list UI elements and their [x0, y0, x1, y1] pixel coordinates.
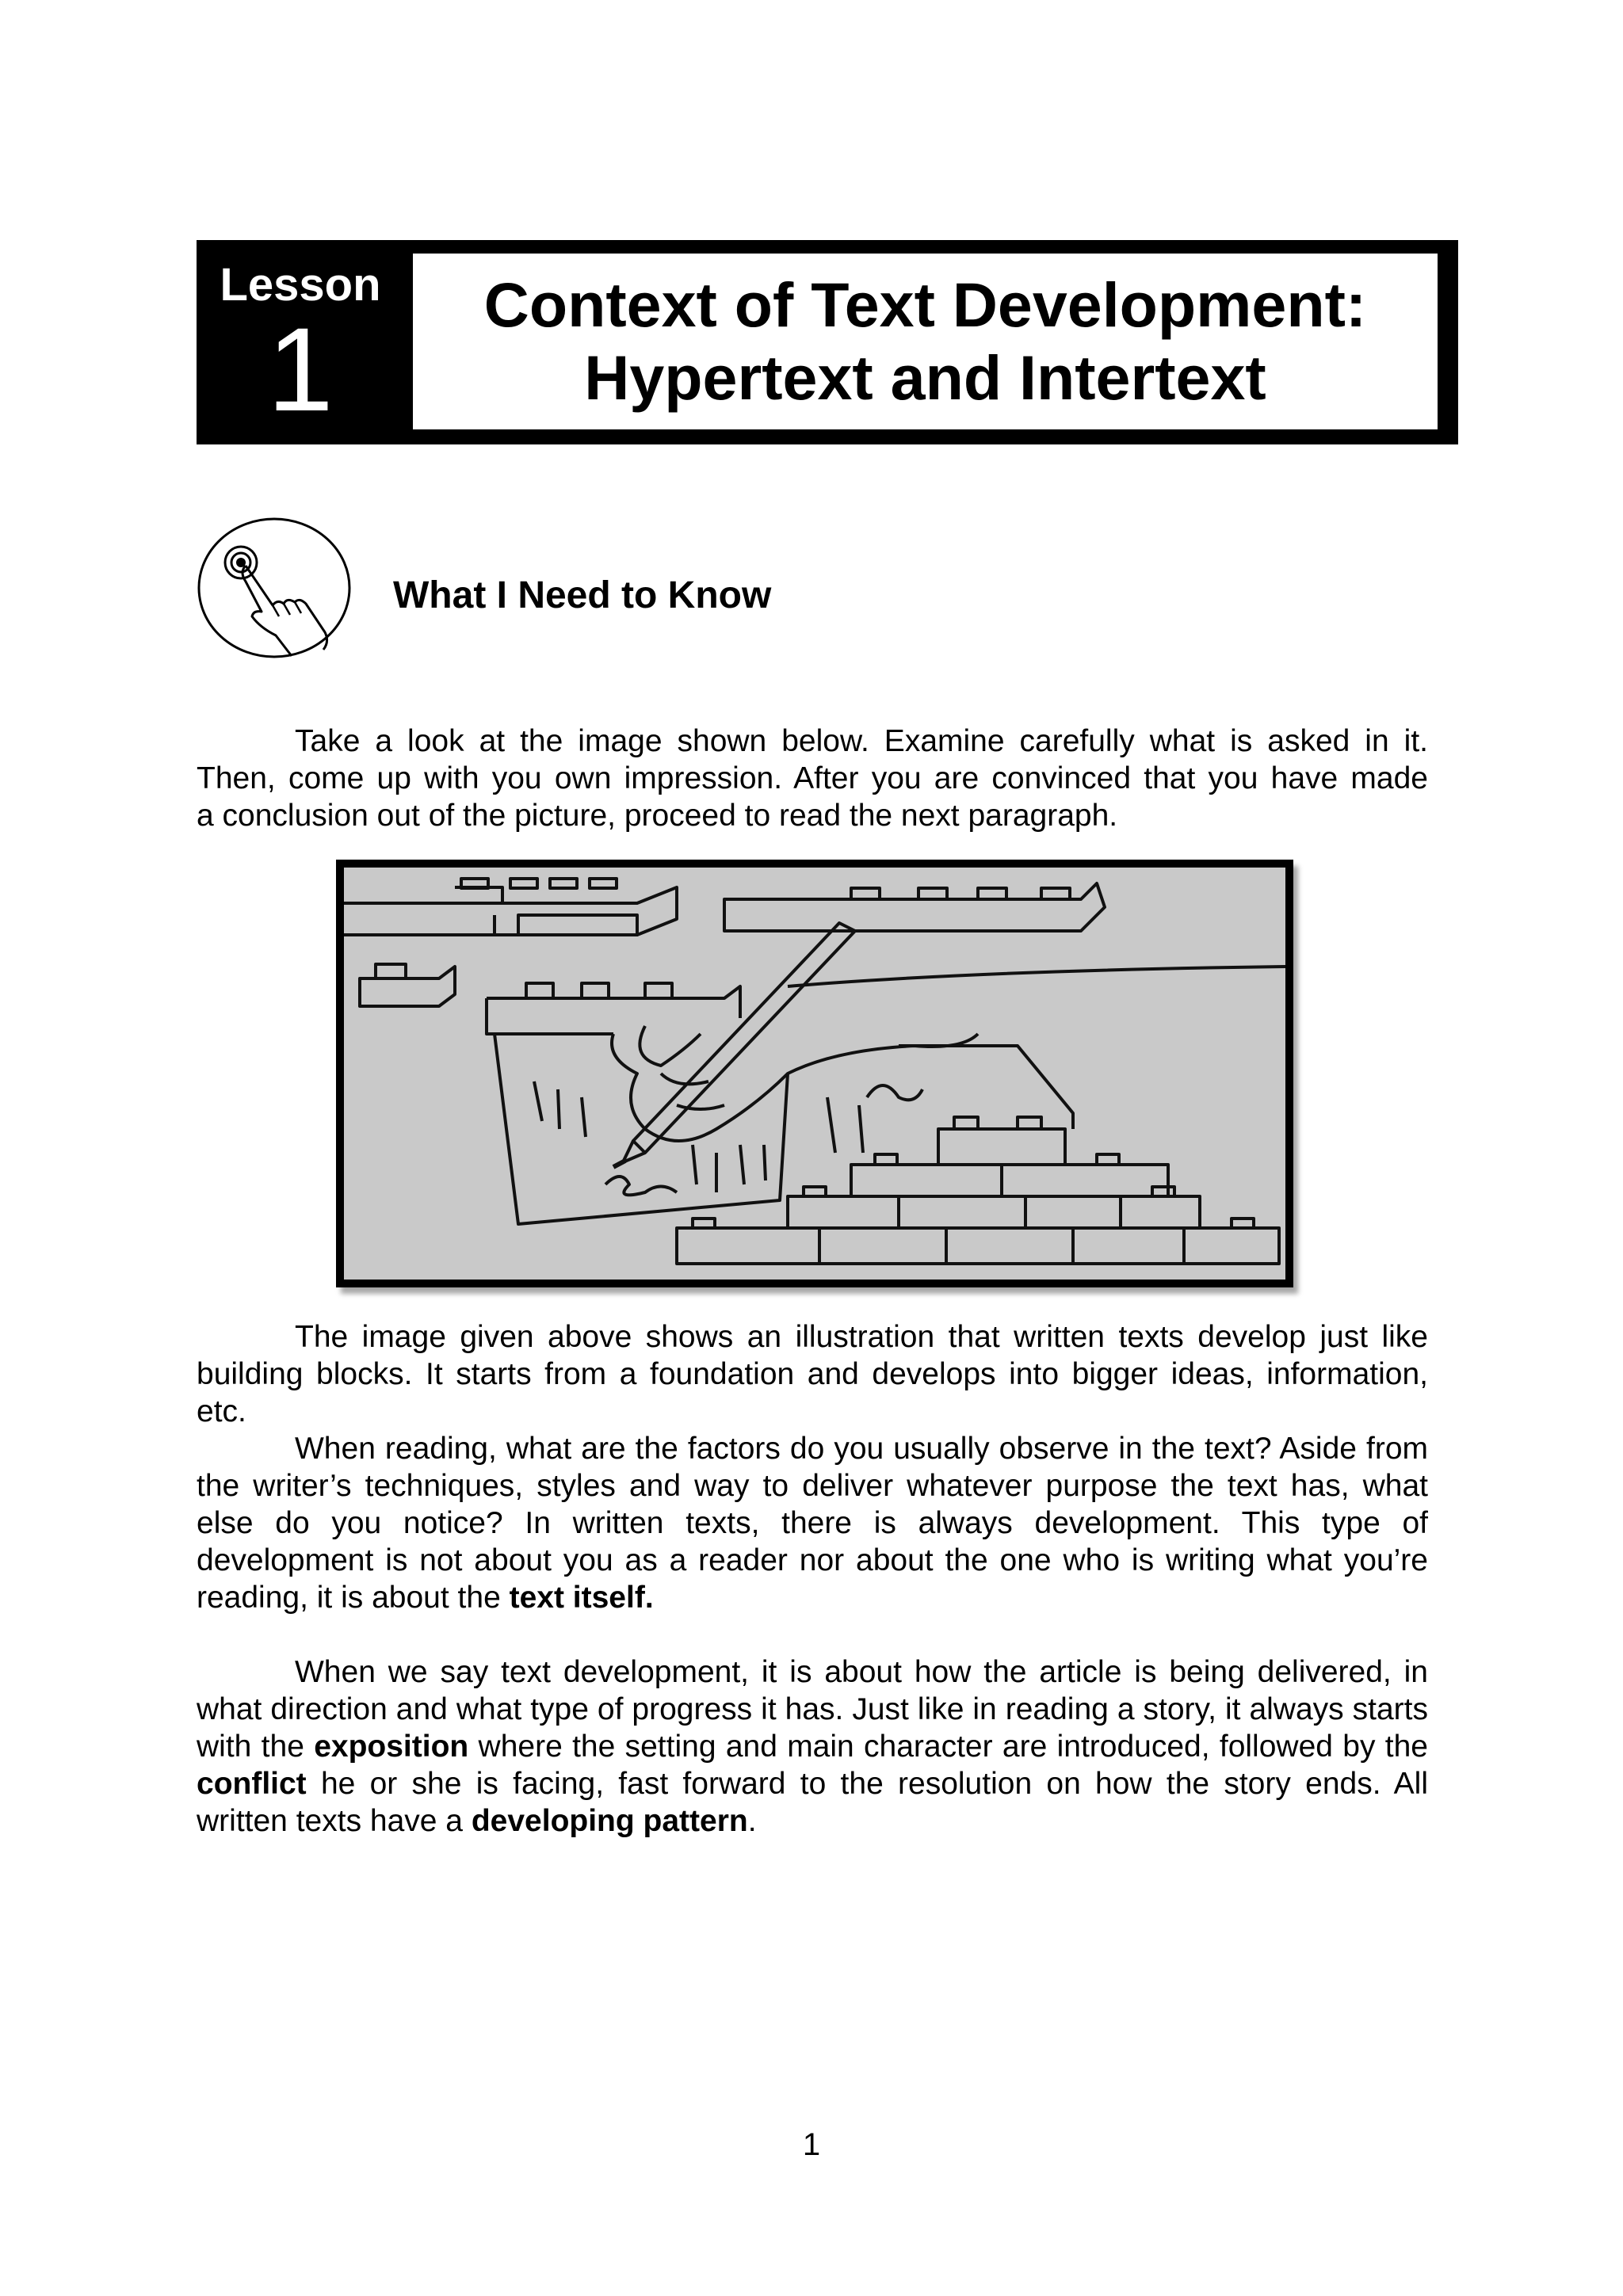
lesson-title-box [413, 254, 1438, 429]
page-number: 1 [802, 2127, 821, 2162]
building-blocks-illustration [336, 860, 1293, 1287]
paragraph-3-bold-exposition: exposition [314, 1730, 469, 1764]
hand-pointer-icon [197, 517, 352, 659]
hand-drawing-building-blocks-illustration [344, 868, 1285, 1280]
lesson-number: 1 [267, 303, 334, 436]
paragraph-3-text-d: . [747, 1804, 757, 1838]
paragraph-1 [197, 1318, 1428, 1430]
intro-line-1-text: Take a look at the image shown below. Examine carefully what is asked in it. [295, 724, 1428, 758]
lesson-title-line1: Context of Text Development: [483, 269, 1367, 340]
paragraph-3 [197, 1653, 1428, 1840]
lesson-header [197, 240, 1458, 444]
paragraph-2-bold: text itself. [509, 1581, 654, 1615]
paragraph-3-text-b: where the setting and main character are introduced, followed by the [478, 1730, 1428, 1764]
lesson-title-line2: Hypertext and Intertext [584, 342, 1266, 413]
intro-line-1 [197, 723, 1428, 760]
paragraph-3-bold-developing-pattern: developing pattern [471, 1804, 748, 1838]
intro-line-2: Then, come up with you own impression. After you are convinced that you have made [197, 761, 1428, 795]
paragraph-2 [197, 1430, 1428, 1616]
paragraph-2-text: When reading, what are the factors do you usually observe in the text? Aside from the writer’s techniques, styles and way to deliver whatever purpose the text has, what else do you notice? In written texts, there is always development. This type of development is not about you as a reader nor about the one who is writing what you’re reading, it is about the [197, 1432, 1428, 1615]
lesson-label: Lesson [220, 259, 381, 311]
paragraph-3-text-c: he or she is facing, fast forward to the resolution on how the story ends. All written texts have a [197, 1767, 1428, 1838]
paragraph-1-text: The image given above shows an illustration that written texts develop just like building blocks. It starts from a foundation and develops into bigger ideas, information, etc. [197, 1320, 1428, 1428]
paragraph-3-text-a: When we say text development, it is about how the article is being delivered, in what direction and what type of progress it has. Just like in reading a story, it always starts with the [197, 1655, 1428, 1764]
intro-line-3: a conclusion out of the picture, proceed to read the next paragraph. [197, 799, 1118, 833]
section-heading: What I Need to Know [393, 574, 772, 616]
intro-paragraph [197, 723, 1428, 834]
paragraph-3-bold-conflict: conflict [197, 1767, 307, 1801]
